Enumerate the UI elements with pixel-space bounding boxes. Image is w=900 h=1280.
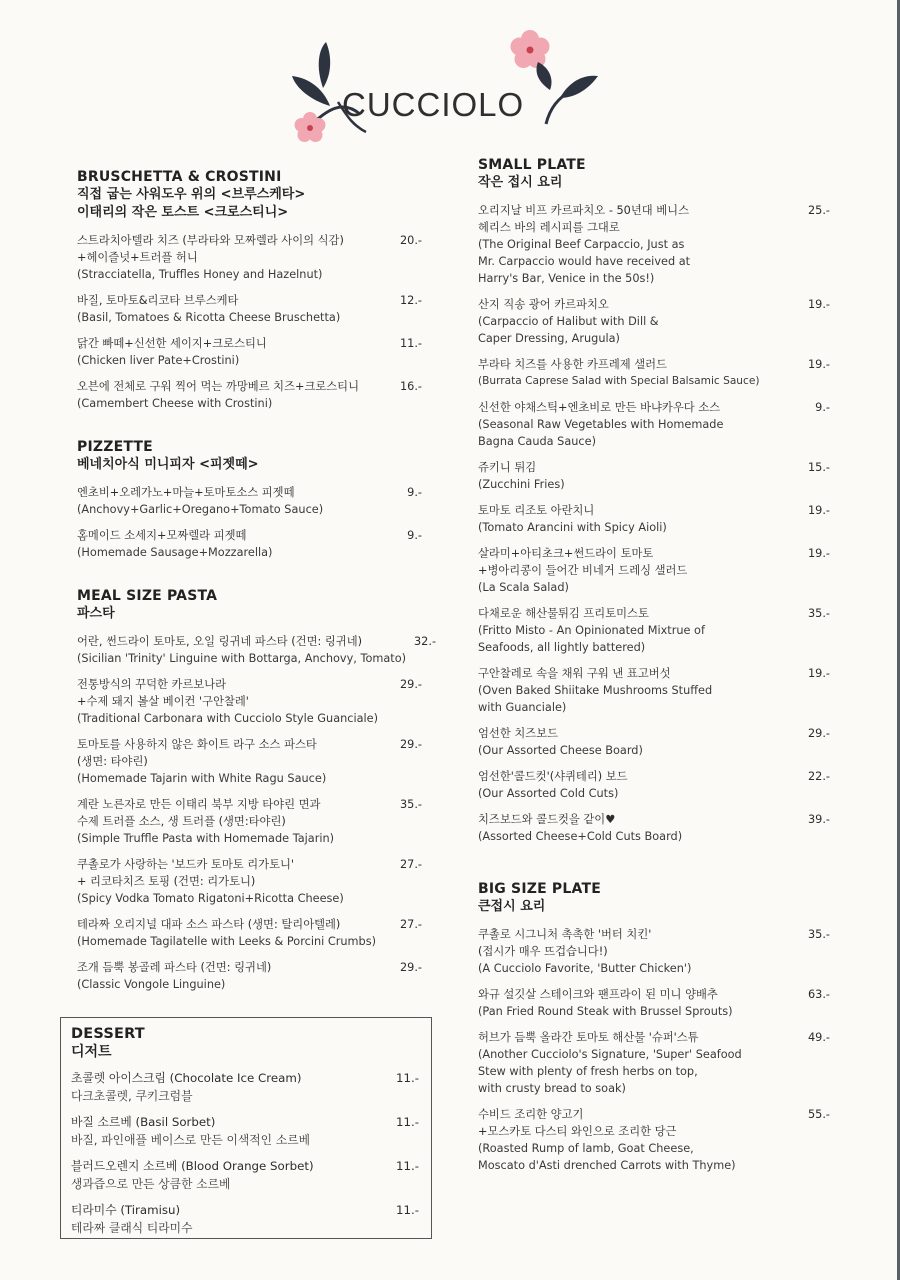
- section-subtitle: 파스타: [77, 606, 115, 621]
- item-price: 29.-: [399, 738, 422, 751]
- item-name-en: (Roasted Rump of lamb, Goat Cheese, Moscato d'Asti drenched Carrots with Thyme): [478, 1142, 736, 1172]
- item-description: 바질, 파인애플 베이스로 만든 이색적인 소르베: [71, 1133, 311, 1147]
- section-pizzette: [77, 439, 422, 561]
- menu-item: [71, 1069, 419, 1105]
- item-name-ko: 쿠촐로 시그니처 촉촉한 '버터 치킨' (접시가 매우 뜨겁습니다!): [478, 928, 652, 958]
- menu-item: [478, 502, 830, 536]
- item-price: 35.-: [807, 607, 830, 620]
- section-title: PIZZETTE: [77, 439, 153, 455]
- section-pasta: [77, 588, 437, 993]
- item-name-ko: 다채로운 해산물튀김 프리토미스토: [478, 607, 649, 620]
- item-price: 9.-: [815, 401, 830, 414]
- item-price: 39.-: [807, 813, 830, 826]
- item-price: 19.-: [807, 667, 830, 680]
- section-small-plate: [478, 157, 830, 845]
- item-price: 15.-: [807, 461, 830, 474]
- item-name-ko: 살라미+아티초크+썬드라이 토마토 +병아리콩이 들어간 비네거 드레싱 샐러드: [478, 547, 688, 577]
- item-name-ko: 쿠촐로가 사랑하는 '보드카 토마토 리가토니' + 리코타치즈 토핑 (건면: 리가토니): [77, 858, 295, 888]
- menu-item: [77, 736, 422, 787]
- menu-item: [77, 856, 422, 907]
- menu-item: [478, 725, 830, 759]
- section-subtitle: 작은 접시 요리: [478, 175, 563, 190]
- item-name-ko: 엄선한'콜드컷'(샤퀴테리) 보드: [478, 770, 628, 783]
- menu-item: [478, 399, 830, 450]
- section-big-plate: [478, 881, 830, 1174]
- item-price: 11.-: [395, 1115, 419, 1129]
- brand-name: CUCCIOLO: [342, 86, 525, 123]
- right-column: [478, 157, 830, 1201]
- menu-item: [77, 676, 422, 727]
- menu-item: [77, 335, 422, 369]
- item-price: 35.-: [807, 928, 830, 941]
- section-title: DESSERT: [71, 1026, 145, 1042]
- item-name-ko: 테라짜 오리지널 대파 소스 파스타 (생면: 탈리아텔레): [77, 918, 341, 931]
- item-price: 25.-: [807, 204, 830, 217]
- item-name-en: (Traditional Carbonara with Cucciolo Style Guanciale): [77, 712, 379, 725]
- item-price: 49.-: [807, 1031, 830, 1044]
- item-name-ko: 오리지날 비프 카르파치오 - 50년대 베니스 헤리스 바의 레시피를 그대로: [478, 204, 690, 234]
- item-name-en: (Burrata Caprese Salad with Special Balsamic Sauce): [478, 375, 760, 387]
- item-name-en: (Our Assorted Cheese Board): [478, 744, 643, 757]
- item-price: 19.-: [807, 504, 830, 517]
- item-name-ko: 엔초비+오레가노+마늘+토마토소스 피젯떼: [77, 486, 295, 499]
- menu-item: [478, 768, 830, 802]
- item-name-en: (Basil, Tomatoes & Ricotta Cheese Bruschetta): [77, 311, 341, 324]
- item-price: 35.-: [399, 798, 422, 811]
- item-name-ko: 엄선한 치즈보드: [478, 727, 558, 740]
- section-title: BRUSCHETTA & CROSTINI: [77, 169, 282, 185]
- item-name: 초콜렛 아이스크림 (Chocolate Ice Cream): [71, 1071, 302, 1085]
- menu-item: [71, 1113, 419, 1149]
- item-name-en: (Sicilian 'Trinity' Linguine with Bottarga, Anchovy, Tomato): [77, 652, 407, 665]
- item-name-ko: 전통방식의 꾸덕한 카르보나라 +수제 돼지 볼살 베이컨 '구안찰레': [77, 678, 249, 708]
- item-price: 9.-: [407, 486, 422, 499]
- item-description: 다크초콜렛, 쿠키크럼블: [71, 1089, 193, 1103]
- item-price: 19.-: [807, 298, 830, 311]
- item-name-ko: 와규 설깃살 스테이크와 팬프라이 된 미니 양배추: [478, 988, 718, 1001]
- menu-item: [478, 356, 830, 390]
- item-name-ko: 토마토를 사용하지 않은 화이트 라구 소스 파스타 (생면: 타야린): [77, 738, 317, 768]
- item-name-en: (The Original Beef Carpaccio, Just as Mr. Carpaccio would have received at Harry's Bar, Venice in the 50s!): [478, 238, 691, 285]
- menu-item: [478, 1029, 830, 1097]
- item-name-en: (Simple Truffle Pasta with Homemade Tajarin): [77, 832, 335, 845]
- item-name-en: (Carpaccio of Halibut with Dill & Caper Dressing, Arugula): [478, 315, 659, 345]
- item-price: 11.-: [395, 1071, 419, 1085]
- section-bruschetta: [77, 169, 422, 412]
- item-name-ko: 허브가 듬뿍 올라간 토마토 해산물 '슈퍼'스튜: [478, 1031, 699, 1044]
- item-name-ko: 어란, 썬드라이 토마토, 오일 링귀네 파스타 (건면: 링귀네): [77, 635, 363, 648]
- menu-item: [71, 1201, 419, 1237]
- item-price: 27.-: [399, 858, 422, 871]
- left-column: [77, 169, 437, 1020]
- menu-item: [77, 633, 437, 667]
- section-title: SMALL PLATE: [478, 157, 586, 173]
- menu-item: [77, 292, 422, 326]
- menu-item: [478, 296, 830, 347]
- item-price: 32.-: [414, 635, 437, 648]
- item-price: 29.-: [399, 678, 422, 691]
- dessert-box: [60, 1017, 432, 1239]
- item-name-ko: 오븐에 전체로 구워 찍어 먹는 까망베르 치즈+크로스티니: [77, 380, 360, 393]
- section-title: BIG SIZE PLATE: [478, 881, 601, 897]
- item-name-ko: 계란 노른자로 만든 이태리 북부 지방 타야린 면과 수제 트러플 소스, 생 트러플 (생면:타야린): [77, 798, 321, 828]
- item-name-en: (Chicken liver Pate+Crostini): [77, 354, 240, 367]
- section-subtitle: 디저트: [71, 1044, 112, 1060]
- item-name-en: (Anchovy+Garlic+Oregano+Tomato Sauce): [77, 503, 324, 516]
- item-price: 20.-: [399, 234, 422, 247]
- menu-item: [77, 378, 422, 412]
- item-name-en: (Spicy Vodka Tomato Rigatoni+Ricotta Cheese): [77, 892, 344, 905]
- item-name: 블러드오렌지 소르베 (Blood Orange Sorbet): [71, 1159, 314, 1173]
- item-name-ko: 홈메이드 소세지+모짜렐라 피젯떼: [77, 529, 247, 542]
- item-name-ko: 토마토 리조토 아란치니: [478, 504, 595, 517]
- item-name-en: (Camembert Cheese with Crostini): [77, 397, 273, 410]
- item-description: 테라짜 클래식 티라미수: [71, 1221, 193, 1235]
- item-name-ko: 산지 직송 광어 카르파치오: [478, 298, 609, 311]
- item-name-ko: 구안찰레로 속을 채워 구워 낸 표고버섯: [478, 667, 671, 680]
- menu-item: [478, 545, 830, 596]
- item-name-en: (Homemade Tagilatelle with Leeks & Porcini Crumbs): [77, 935, 377, 948]
- menu-item: [478, 459, 830, 493]
- menu-item: [478, 202, 830, 287]
- item-price: 55.-: [807, 1108, 830, 1121]
- item-name-ko: 닭간 빠떼+신선한 세이지+크로스티니: [77, 337, 267, 350]
- item-name-ko: 부라타 치즈를 사용한 카프레제 샐러드: [478, 358, 667, 371]
- item-name-ko: 조개 듬뿍 봉골레 파스타 (건면: 링귀네): [77, 961, 272, 974]
- menu-item: [478, 811, 830, 845]
- section-title: MEAL SIZE PASTA: [77, 588, 218, 604]
- item-price: 19.-: [807, 547, 830, 560]
- item-name-en: (Pan Fried Round Steak with Brussel Sprouts): [478, 1005, 733, 1018]
- item-name-en: (Zucchini Fries): [478, 478, 565, 491]
- menu-item: [77, 959, 422, 993]
- item-name: 바질 소르베 (Basil Sorbet): [71, 1115, 216, 1129]
- item-name: 티라미수 (Tiramisu): [71, 1203, 181, 1217]
- menu-item: [478, 1106, 830, 1174]
- item-price: 12.-: [399, 294, 422, 307]
- item-name-ko: 스트라치아텔라 치즈 (부라타와 모짜렐라 사이의 식감) +헤이즐넛+트러플 허니: [77, 234, 344, 264]
- item-name-ko: 쥬키니 튀김: [478, 461, 537, 474]
- item-description: 생과즙으로 만든 상큼한 소르베: [71, 1177, 231, 1191]
- menu-item: [478, 605, 830, 656]
- item-name-en: (A Cucciolo Favorite, 'Butter Chicken'): [478, 962, 692, 975]
- section-subtitle: 직접 굽는 사워도우 위의 <브루스케타> 이태리의 작은 토스트 <크로스티니>: [77, 187, 306, 220]
- item-name-en: (Our Assorted Cold Cuts): [478, 787, 619, 800]
- item-name-en: (Classic Vongole Linguine): [77, 978, 226, 991]
- cucciolo-logo: [288, 28, 608, 150]
- item-name-ko: 신선한 야채스틱+엔초비로 만든 바냐카우다 소스: [478, 401, 721, 414]
- item-name-ko: 치즈보드와 콜드컷을 같이♥: [478, 813, 616, 826]
- item-name-en: (Seasonal Raw Vegetables with Homemade Bagna Cauda Sauce): [478, 418, 724, 448]
- item-name-ko: 바질, 토마토&리코타 브루스케타: [77, 294, 239, 307]
- item-name-en: (Oven Baked Shiitake Mushrooms Stuffed with Guanciale): [478, 684, 713, 714]
- item-name-en: (Homemade Sausage+Mozzarella): [77, 546, 273, 559]
- menu-item: [478, 986, 830, 1020]
- item-name-en: (Stracciatella, Truffles Honey and Hazelnut): [77, 268, 323, 281]
- item-name-en: (Another Cucciolo's Signature, 'Super' Seafood Stew with plenty of fresh herbs on top, with crusty bread to soak): [478, 1048, 742, 1095]
- item-price: 22.-: [807, 770, 830, 783]
- item-price: 19.-: [807, 358, 830, 371]
- item-price: 11.-: [395, 1159, 419, 1173]
- menu-item: [77, 232, 422, 283]
- section-subtitle: 큰접시 요리: [478, 899, 546, 914]
- item-price: 16.-: [399, 380, 422, 393]
- section-subtitle: 베네치아식 미니피자 <피젯떼>: [77, 457, 259, 472]
- menu-item: [77, 484, 422, 518]
- menu-item: [77, 796, 422, 847]
- item-price: 63.-: [807, 988, 830, 1001]
- menu-item: [71, 1157, 419, 1193]
- item-price: 29.-: [399, 961, 422, 974]
- item-price: 11.-: [399, 337, 422, 350]
- item-name-en: (Assorted Cheese+Cold Cuts Board): [478, 830, 683, 843]
- item-name-en: (Fritto Misto - An Opinionated Mixtrue of Seafoods, all lightly battered): [478, 624, 705, 654]
- item-price: 27.-: [399, 918, 422, 931]
- item-name-en: (La Scala Salad): [478, 581, 569, 594]
- menu-item: [478, 665, 830, 716]
- menu-item: [77, 916, 422, 950]
- menu-item: [77, 527, 422, 561]
- item-price: 11.-: [395, 1203, 419, 1217]
- menu-item: [478, 926, 830, 977]
- item-price: 29.-: [807, 727, 830, 740]
- item-name-en: (Homemade Tajarin with White Ragu Sauce): [77, 772, 327, 785]
- item-price: 9.-: [407, 529, 422, 542]
- item-name-en: (Tomato Arancini with Spicy Aioli): [478, 521, 667, 534]
- item-name-ko: 수비드 조리한 양고기 +모스카토 다스티 와인으로 조리한 당근: [478, 1108, 677, 1138]
